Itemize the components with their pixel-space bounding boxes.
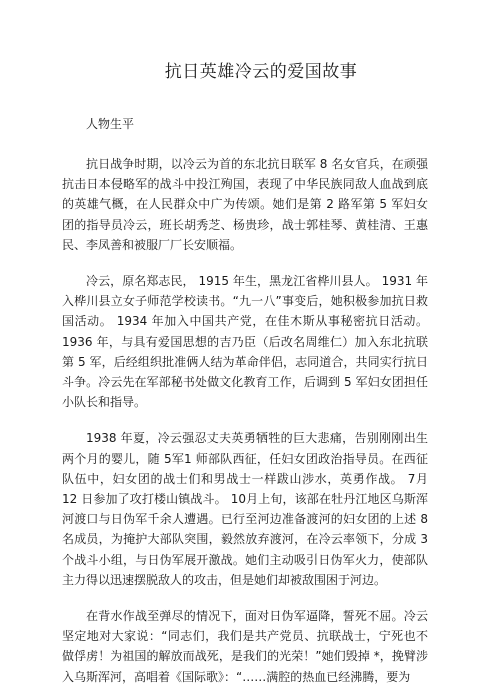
paragraph-2: 冷云，原名郑志民， 1915 年生，黑龙江省桦川县人。 1931 年入桦川县立女子师范学校读书。“九一八”事变后，她积极参加抗日救国活动。 1934 年加入中国共产党，在佳木斯从事秘密抗日活动。 1936 年，与具有爱国思想的吉乃臣（后改名周维仁）加入东北抗联第 5 军，后经组织批准俩人结为革命伴侣，志同道合，共同实行抗日斗争。冷云先在军部秘书处做文化教育工作，后调到 5 军妇女团担任小队长和指导。	[62, 274, 428, 410]
paragraph-1: 抗日战争时期，以冷云为首的东北抗日联军 8 名女官兵，在顽强抗击日本侵略军的战斗中投江殉国，表现了中华民族同敌人血战到底的英雄气概，在人民群众中广为传颂。她们是第 2 路军第 5 军妇女团的指导员冷云，班长胡秀芝、杨贵珍，战士郭桂琴、黄桂清、王惠民、李凤善和被服厂厂长安顺福。	[62, 157, 428, 252]
section-heading: 人物生平	[86, 117, 135, 131]
document-title: 抗日英雄冷云的爱国故事	[164, 62, 358, 82]
paragraph-4: 在背水作战至弹尽的情况下，面对日伪军逼降，誓死不屈。冷云坚定地对大家说：“同志们，我们是共产党员、抗联战士，宁死也不做俘虏！为祖国的解放而战死，是我们的光荣！”她们毁掉 *，挽臂涉入乌斯浑河，高唱着《国际歌》：“……满腔的热血已经沸腾，要为	[62, 609, 428, 684]
paragraph-3: 1938 年夏，冷云强忍丈夫英勇牺牲的巨大悲痛，告别刚刚出生两个月的婴儿，随 5军1 师部队西征，任妇女团政治指导员。在西征队伍中，妇女团的战士们和男战士一样跋山涉水，英勇作战。 7月 12 日参加了攻打楼山镇战斗。 10月上旬，该部在牡丹江地区乌斯浑河渡口与日伪军千余人遭遇。已行至河边准备渡河的妇女团的上述 8 名成员，为掩护大部队突围，毅然放弃渡河，在冷云率领下，分成 3 个战斗小组，与日伪军展开激战。她们主动吸引日伪军火力，使部队主力得以迅速摆脱敌人的攻击，但是她们却被敌围困于河边。	[62, 431, 428, 587]
document-body	[62, 154, 428, 687]
